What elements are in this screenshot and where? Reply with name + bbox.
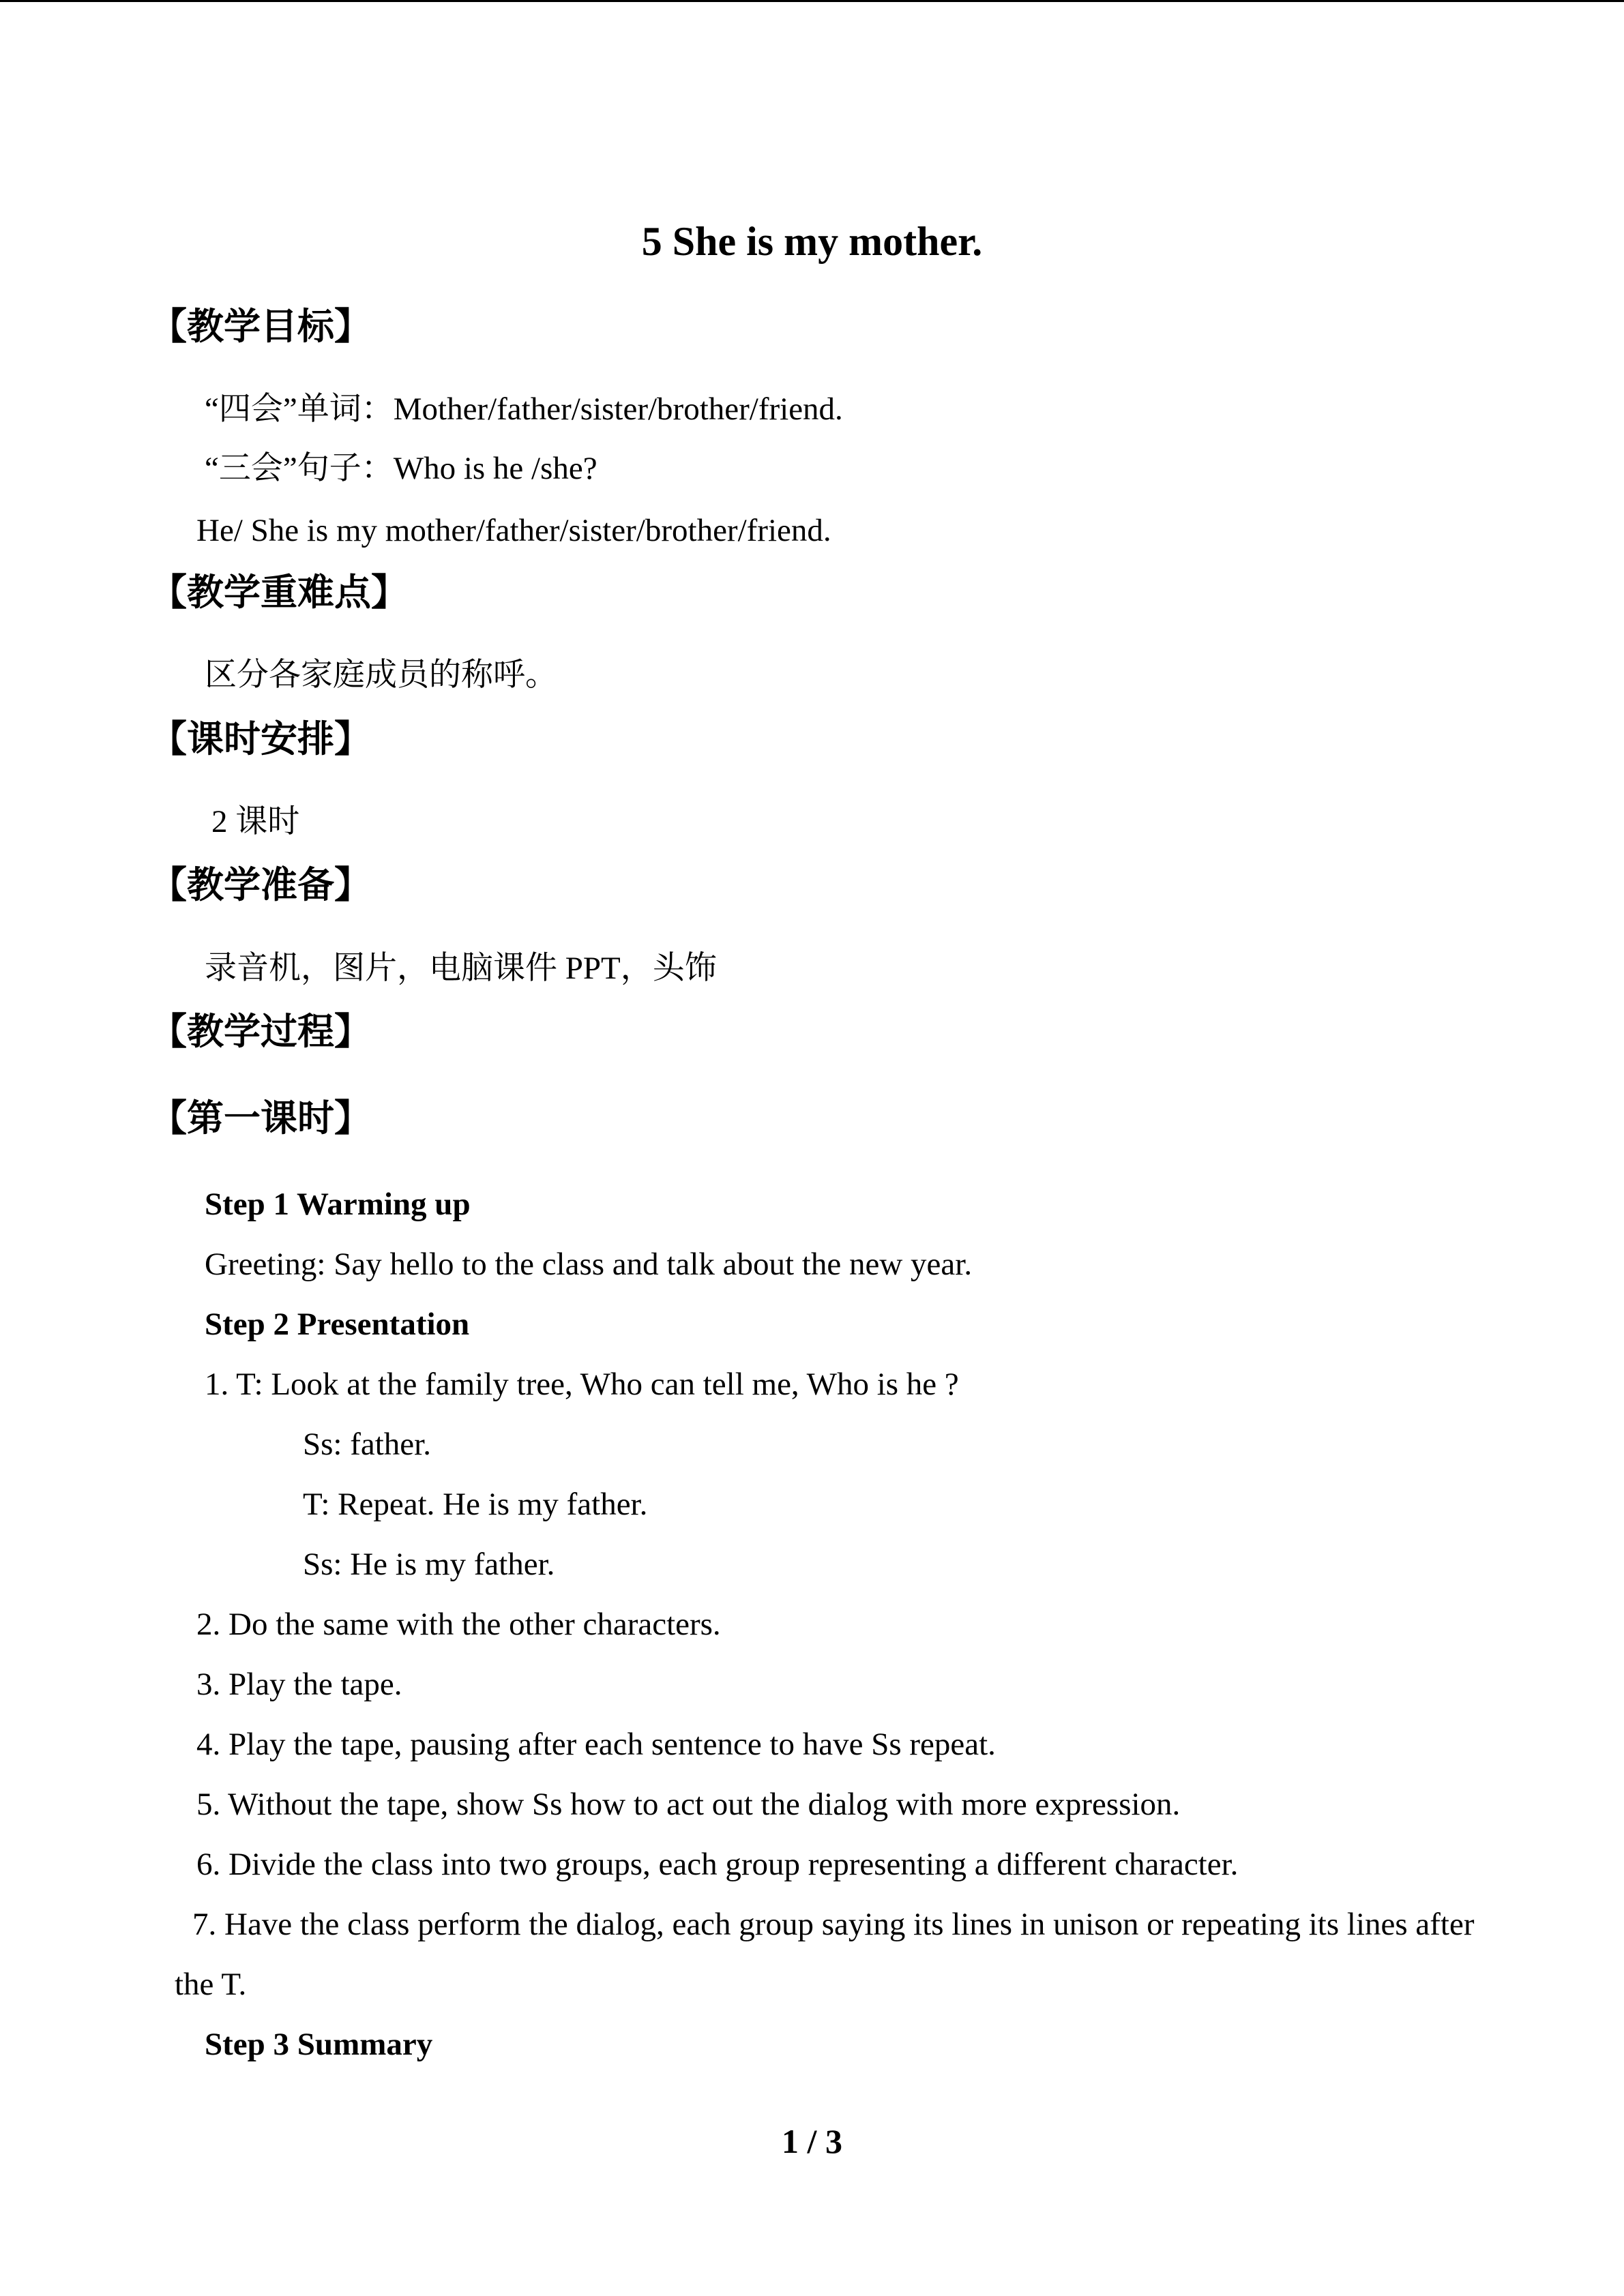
document-title: 5 She is my mother. <box>641 219 983 264</box>
heading-preparation: 【教学准备】 <box>150 865 371 906</box>
step2-item-3: 3. Play the tape. <box>196 1667 402 1702</box>
heading-objectives: 【教学目标】 <box>150 306 371 347</box>
step3-title: Step 3 Summary <box>205 2027 433 2062</box>
step1-title: Step 1 Warming up <box>205 1187 471 1222</box>
heading-schedule: 【课时安排】 <box>150 719 371 760</box>
step2-item-1: 1. T: Look at the family tree, Who can tell me, Who is he ? <box>205 1367 959 1402</box>
preparation-line-1: 录音机，图片，电脑课件 PPT，头饰 <box>205 951 717 986</box>
step2-dialog-ss-2: Ss: He is my father. <box>303 1547 555 1582</box>
step2-dialog-ss-1: Ss: father. <box>303 1427 431 1462</box>
step2-item-7: 7. Have the class perform the dialog, each group saying its lines in unison or repeating its lines after <box>192 1907 1475 1942</box>
step1-text: Greeting: Say hello to the class and talk about the new year. <box>205 1247 973 1282</box>
schedule-line-1: 2 课时 <box>211 804 300 839</box>
step2-item-2: 2. Do the same with the other characters. <box>196 1607 721 1642</box>
step2-dialog-t: T: Repeat. He is my father. <box>303 1487 648 1522</box>
step2-item-4: 4. Play the tape, pausing after each sentence to have Ss repeat. <box>196 1727 996 1762</box>
step2-title: Step 2 Presentation <box>205 1307 470 1342</box>
page-indicator: 1 / 3 <box>782 2122 842 2160</box>
step2-item-5: 5. Without the tape, show Ss how to act out the dialog with more expression. <box>196 1787 1181 1822</box>
key-points-line-1: 区分各家庭成员的称呼。 <box>205 657 557 693</box>
heading-key-points: 【教学重难点】 <box>150 572 408 613</box>
heading-process: 【教学过程】 <box>150 1011 371 1052</box>
objectives-line-3: He/ She is my mother/father/sister/brother/friend. <box>196 513 831 548</box>
objectives-line-2: “三会”句子：Who is he /she? <box>205 451 597 486</box>
step2-item-7-continued: the T. <box>175 1967 247 2002</box>
heading-lesson-one: 【第一课时】 <box>150 1098 371 1139</box>
step2-item-6: 6. Divide the class into two groups, each group representing a different character. <box>196 1847 1239 1882</box>
objectives-line-1: “四会”单词：Mother/father/sister/brother/friend. <box>205 391 843 427</box>
